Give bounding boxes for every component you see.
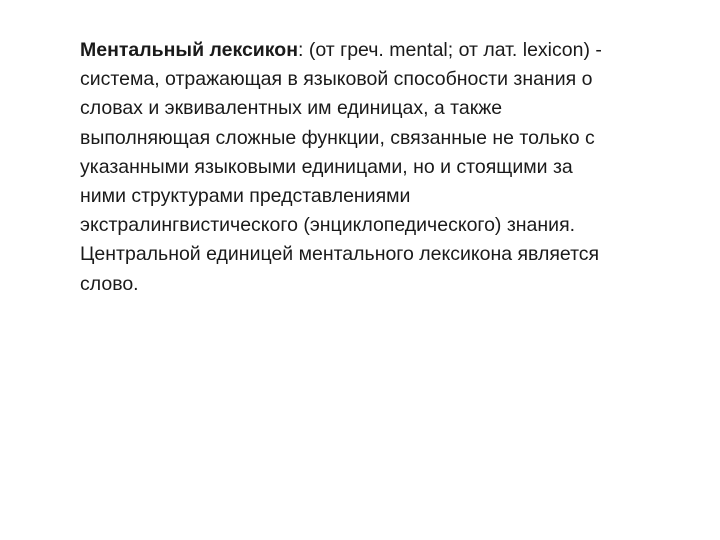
definition-line-6: ними структурами представлениями xyxy=(80,185,411,208)
definition-line-3: словах и эквивалентных им единицах, а также xyxy=(80,97,503,120)
definition-line-1 xyxy=(80,36,680,65)
definition-line-7: экстралингвистического (энциклопедического) знания. xyxy=(80,214,576,237)
definition-line-5: указанными языковыми единицами, но и стоящими за xyxy=(80,155,573,178)
definition-text xyxy=(80,36,680,299)
definition-line-2: система, отражающая в языковой способности знания о xyxy=(80,68,593,91)
definition-line-4: выполняющая сложные функции, связанные не только с xyxy=(80,126,595,149)
defined-term: Ментальный лексикон xyxy=(80,39,298,61)
definition-line-1-text: : (от греч. mental; от лат. lexicon) - xyxy=(297,39,602,61)
definition-line-8: Центральной единицей ментального лексикона является xyxy=(80,243,600,266)
definition-line-9: слово. xyxy=(80,272,139,295)
